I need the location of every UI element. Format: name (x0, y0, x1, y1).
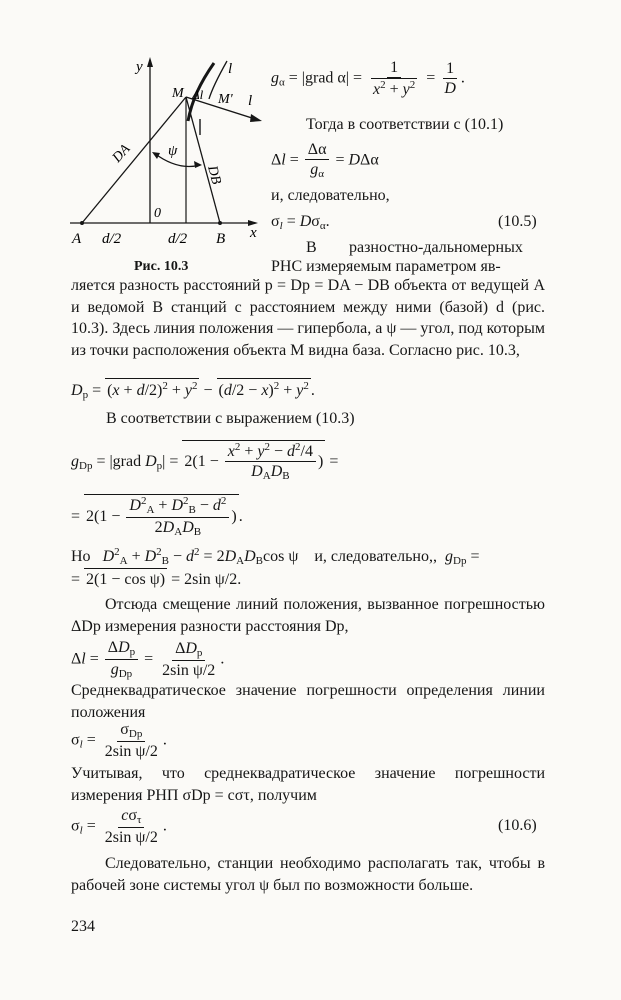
and-therefore: и, следовательно, (271, 187, 390, 204)
label-l-top: l (228, 61, 233, 77)
eq-10-5: $\sigma_l = D\sigma_\alpha$. (271, 213, 330, 232)
eq-10-5-label: (10.5) (498, 213, 537, 230)
label-DB: DB (204, 164, 224, 187)
eq-delta-l-Dp: Δl = $\frac{\Delta D_р}{g_{Dр}}$ = $\frac{\Delta D_р}{\text{2sin ψ/2}}$ . (71, 639, 225, 681)
but-line: Но $D^2_A + D^2_B - d^2 = 2D_AD_B\cos$ ψ и, следовательно,, $g_{Dр}$ = (71, 546, 480, 567)
paragraph-5: Учитывая, что среднеквадратическое значение погрешности измерения РНП σDр = cστ, получим (71, 765, 545, 804)
paragraph-1: ляется разность расстояний p = Dр = DA − DB объекта от ведущей A и ведомой B станций с расстоянием между ними (базой) d (рис. 10.3). Здесь линия положения — гипербола, а ψ — угол, под которым из точки расположения объекта M видна база. Согласно рис. 10.3, (71, 277, 545, 359)
label-DA: DA (109, 141, 134, 166)
eq-Dp: $D_р = (x + d/2)^2 + y^2 - (d/2 - x)^2 + y^2$ . (71, 380, 315, 401)
eq-10-6: $\sigma_l$ = $\frac{c\sigma_\tau}{\text{2sin ψ/2}}$ . (71, 807, 167, 847)
but-text: Но (71, 548, 91, 565)
label-M-prime: M' (218, 92, 233, 107)
then-line: Тогда в соответствии с (10.1) (306, 116, 504, 133)
p-start-2: разностно-дальномерных (349, 239, 523, 256)
label-x: x (250, 225, 257, 241)
and-consequently: и, следовательно, (314, 548, 433, 565)
paragraph-3: Отсюда смещение линий положения, вызванное погрешностью ΔDр измерения разности расстояния Dр, (71, 596, 545, 635)
eq-g-alpha: $g_\alpha$ = |grad α| = $\frac{1}{x^2 + y^2}$ = $\frac{1}{D}$ . (271, 59, 465, 99)
eq-10-6-label: (10.6) (498, 817, 537, 834)
eq-delta-l-alpha: Δl = $\frac{\Delta\alpha}{g_\alpha}$ = DΔα (271, 141, 379, 181)
eq-sigma-l: $\sigma_l$ = $\frac{\sigma_{Dр}}{\text{2sin ψ/2}}$ . (71, 721, 167, 761)
eq-g-Dp-cont: = 2(1 − $\frac{D^2_A + D^2_B - d^2}{2D_AD_B}$ ). (71, 495, 243, 539)
paragraph-4: Среднеквадратическое значение погрешности определения линии положения (71, 682, 545, 721)
but-line-2: = 2(1 − cos ψ) = 2sin ψ/2. (71, 568, 241, 591)
label-M: M (172, 86, 184, 101)
page-number: 234 (71, 918, 95, 935)
eq-g-Dp: $g_{Dр}$ = |grad $D_р| = 2(1$ − $\frac{x^2 + y^2 - d^2/4}{D_AD_B}$ ) = (71, 441, 339, 483)
label-origin: 0 (154, 206, 161, 221)
label-A: A (72, 231, 82, 247)
paragraph-2: В соответствии с выражением (10.3) (106, 410, 355, 427)
label-psi: ψ (168, 143, 178, 159)
label-B: B (216, 231, 226, 247)
label-y: y (136, 59, 143, 75)
figure-diagram (60, 55, 270, 280)
paragraph-6: Следовательно, станции необходимо располагать так, чтобы в рабочей зоне системы угол ψ был по возможности больше. (71, 855, 545, 894)
label-dl: Δl (192, 87, 204, 102)
p-start-1: В (306, 239, 317, 256)
figure-caption: Рис. 10.3 (134, 259, 189, 274)
label-l-right: l (248, 93, 253, 109)
figure-10-3 (60, 55, 270, 280)
label-half-left: d/2 (102, 231, 122, 247)
label-half-right: d/2 (168, 231, 188, 247)
p-start-3: РНС измеряемым параметром яв- (271, 258, 501, 275)
